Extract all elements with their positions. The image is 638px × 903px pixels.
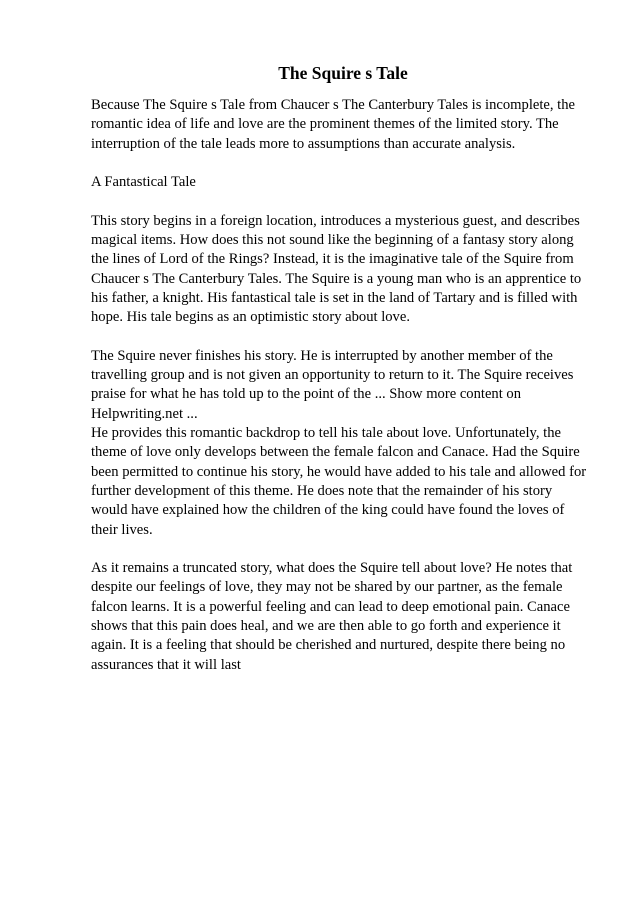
body-paragraph-3: He provides this romantic backdrop to tell his tale about love. Unfortunately, the theme of love only develops between the female falcon and Canace. Had the Squire been permitted to continue his story, he would have added to his tale and allowed for further development of this theme. He does note that the remainder of his story would have explained how the children of the king could have found the loves of their lives. (91, 425, 587, 538)
body-paragraph-1: This story begins in a foreign location, introduces a mysterious guest, and describes magical items. How does this not sound like the beginning of a fantasy story along the lines of Lord of the Rings? Instead, it is the imaginative tale of the Squire from Chaucer s The Canterbury Tales. The Squire is a young man who is an apprentice to his father, a knight. His fantastical tale is set in the land of Tartary and is filled with hope. His tale begins as an optimistic story about love. (91, 212, 582, 326)
section-heading: A Fantastical Tale (91, 174, 196, 191)
document-title: The Squire s Tale (278, 63, 408, 83)
intro-paragraph: Because The Squire s Tale from Chaucer s The Canterbury Tales is incomplete, the romantic idea of life and love are the prominent themes of the limited story. The interruption of the tale leads more to assumptions than accurate analysis. (91, 97, 576, 152)
body-paragraph-2: The Squire never finishes his story. He is interrupted by another member of the travelling group and is not given an opportunity to return to it. The Squire receives praise for what he has told up to the point of the ... Show more content on Helpwriting.net ... (91, 347, 574, 422)
body-paragraph-4: As it remains a truncated story, what does the Squire tell about love? He notes that despite our feelings of love, they may not be shared by our partner, as the female falcon learns. It is a powerful feeling and can lead to deep emotional pain. Canace shows that this pain does heal, and we are then able to go forth and experience it again. It is a feeling that should be cherished and nurtured, despite there being no assurances that it will last (91, 560, 573, 673)
document-body (91, 96, 591, 694)
